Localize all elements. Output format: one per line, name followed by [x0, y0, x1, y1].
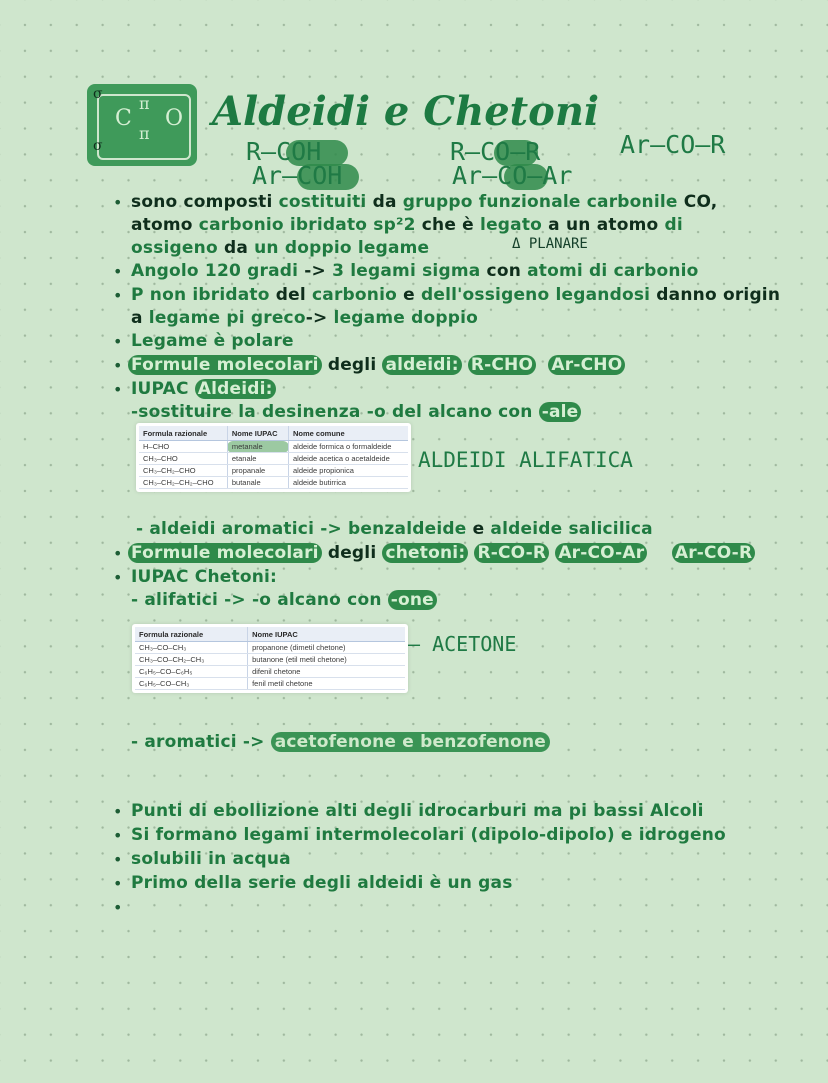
table-cell: etanale: [227, 453, 288, 465]
table-cell: aldeide butirrica: [289, 477, 409, 489]
table-cell: propanale: [227, 465, 288, 477]
table-cell: C₆H₅–CO–C₆H₅: [135, 666, 248, 678]
logo-c: C: [115, 106, 132, 131]
table-row: [135, 666, 405, 678]
table-cell: C₆H₅–CO–CH₃: [135, 678, 248, 690]
note-acetone: — ACETONE: [408, 632, 517, 656]
table-header-cell: Formula razionale: [139, 426, 227, 441]
logo-pi-bottom: π: [139, 124, 150, 143]
formula-aldehyde-1: R–COH: [246, 137, 322, 166]
line-16: Punti di ebollizione alti degli idrocarburi ma pi bassi Alcoli: [131, 801, 704, 821]
line-1: sono composti costituiti da gruppo funzionale carbonile CO,: [131, 192, 718, 212]
line-11: - aldeidi aromatici -> benzaldeide e aldeide salicilica: [136, 519, 653, 539]
note-aldeidi-alifatica: ALDEIDI ALIFATICA: [418, 448, 633, 472]
line-9: IUPAC Aldeidi:: [131, 378, 276, 400]
table-header-cell: Formula razionale: [135, 627, 248, 642]
table-cell: propanone (dimetil chetone): [248, 642, 405, 654]
table-header-row: [135, 627, 405, 642]
table-cell: butanale: [227, 477, 288, 489]
table-row: [135, 678, 405, 690]
aldehyde-table: [136, 423, 411, 492]
logo-sigma-top: σ: [93, 86, 103, 102]
table-row: [139, 453, 408, 465]
table-cell: difenil chetone: [248, 666, 405, 678]
table-cell: CH₃–CO–CH₃: [135, 642, 248, 654]
bullet-dot: •: [113, 356, 123, 375]
logo-pi-top: π: [139, 94, 150, 113]
table-cell: aldeide formica o formaldeide: [289, 441, 409, 453]
table-row: [139, 465, 408, 477]
line-5: P non ibridato del carbonio e dell'ossigeno legandosi danno origin: [131, 285, 781, 305]
table-cell: metanale: [227, 441, 288, 453]
table-row: [139, 441, 408, 453]
bullet-dot: •: [113, 898, 123, 917]
bullet-dot: •: [113, 568, 123, 587]
line-15: - aromatici -> acetofenone e benzofenone: [131, 731, 550, 753]
formula-aldehyde-2: Ar–COH: [252, 161, 343, 190]
ketone-table: [132, 624, 408, 693]
bullet-dot: •: [113, 874, 123, 893]
table-cell: CH₃–CHO: [139, 453, 227, 465]
table-header-cell: Nome IUPAC: [248, 627, 405, 642]
line-19: Primo della serie degli aldeidi è un gas: [131, 873, 513, 893]
line-2: atomo carbonio ibridato sp²2 che è legato a un atomo di: [131, 215, 683, 235]
formula-ketone-1: R–CO–R: [450, 137, 541, 166]
bullet-dot: •: [113, 262, 123, 281]
ketone-table-grid: [135, 627, 405, 690]
line-13: IUPAC Chetoni:: [131, 567, 278, 587]
logo-o: O: [165, 106, 184, 131]
table-cell: aldeide acetica o acetaldeide: [289, 453, 409, 465]
bullet-dot: •: [113, 380, 123, 399]
aldehyde-table-grid: [139, 426, 408, 489]
bullet-dot: •: [113, 286, 123, 305]
bullet-dot: •: [113, 544, 123, 563]
line-8: Formule molecolari degli aldeidi: R-CHO Ar-CHO: [128, 354, 625, 376]
line-17: Si formano legami intermolecolari (dipolo-dipolo) e idrogeno: [131, 825, 726, 845]
table-cell: aldeide propionica: [289, 465, 409, 477]
logo-sigma-bottom: σ: [93, 138, 103, 154]
line-12: Formule molecolari degli chetoni: R-CO-R Ar-CO-Ar Ar-CO-R: [128, 542, 755, 564]
table-cell: CH₃–CO–CH₂–CH₃: [135, 654, 248, 666]
line-10: -sostituire la desinenza -o del alcano con -ale: [131, 401, 581, 423]
formula-ketone-2: Ar–CO–Ar: [452, 161, 573, 190]
table-row: [139, 477, 408, 489]
bullet-dot: •: [113, 193, 123, 212]
bullet-dot: •: [113, 332, 123, 351]
page-title: Aldeidi e Chetoni: [212, 88, 600, 135]
table-row: [135, 654, 405, 666]
table-header-cell: Nome IUPAC: [227, 426, 288, 441]
line-7: Legame è polare: [131, 331, 294, 351]
table-cell: CH₃–CH₂–CH₂–CHO: [139, 477, 227, 489]
table-cell: H–CHO: [139, 441, 227, 453]
line-4: Angolo 120 gradi -> 3 legami sigma con atomi di carbonio: [131, 261, 699, 281]
note-planare: Δ PLANARE: [512, 236, 588, 252]
table-header-cell: Nome comune: [289, 426, 409, 441]
table-cell: butanone (etil metil chetone): [248, 654, 405, 666]
bullet-dot: •: [113, 802, 123, 821]
bullet-dot: •: [113, 850, 123, 869]
table-cell: fenil metil chetone: [248, 678, 405, 690]
table-cell: CH₃–CH₂–CHO: [139, 465, 227, 477]
formula-ketone-3: Ar–CO–R: [620, 130, 726, 159]
table-header-row: [139, 426, 408, 441]
line-18: solubili in acqua: [131, 849, 291, 869]
table-row: [135, 642, 405, 654]
line-6: a legame pi greco-> legame doppio: [131, 308, 478, 328]
line-3: ossigeno da un doppio legame: [131, 238, 430, 258]
bullet-dot: •: [113, 826, 123, 845]
carbonyl-logo: [87, 84, 197, 166]
line-14: - alifatici -> -o alcano con -one: [131, 589, 437, 611]
